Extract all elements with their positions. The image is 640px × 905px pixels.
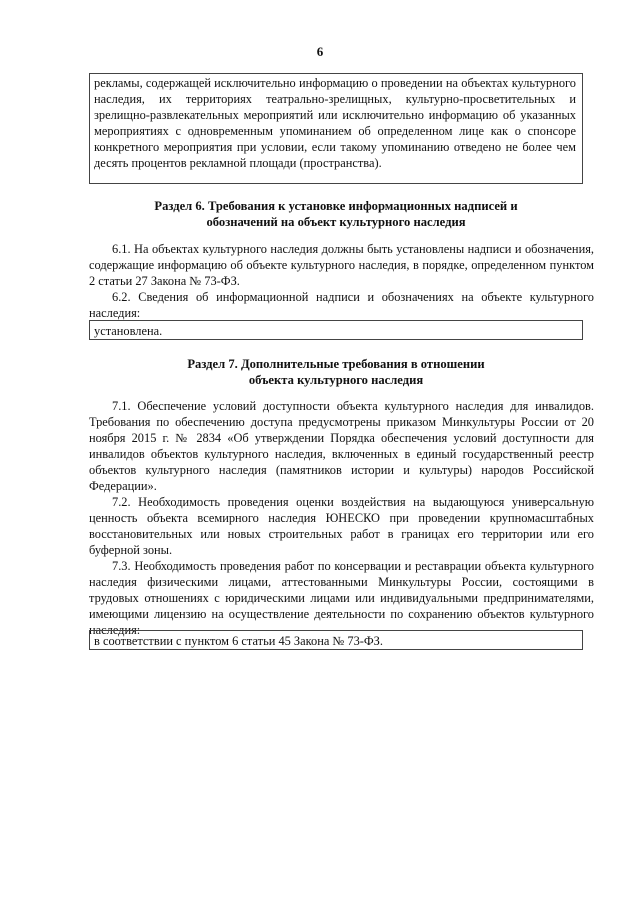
- advertising-text-box: [89, 73, 583, 184]
- paragraph-6-1: 6.1. На объектах культурного наследия должны быть установлены надписи и обозначения, содержащие информацию об объекте культурного наследия, в порядке, определенном пунктом 2 статьи 27 Закона № 73-ФЗ.: [89, 242, 594, 288]
- section-6-heading-line2: обозначений на объект культурного наследия: [206, 215, 466, 229]
- section-7-heading: [89, 356, 583, 388]
- paragraph-7-1: 7.1. Обеспечение условий доступности объекта культурного наследия для инвалидов. Требования по обеспечению доступа предусмотрены приказом Минкультуры России от 20 ноября 2015 г. № 2834 «Об утверждении Порядка обеспечения условий доступности для инвалидов объектов культурного наследия, включенных в единый государственный реестр объектов культурного наследия (памятников истории и культуры) народов Российской Федерации».: [89, 399, 594, 493]
- section-6-heading: [89, 198, 583, 230]
- section-6-body: [89, 241, 594, 321]
- paragraph-6-2: 6.2. Сведения об информационной надписи и обозначениях на объекте культурного наследия:: [89, 290, 594, 320]
- paragraph-7-2: 7.2. Необходимость проведения оценки воздействия на выдающуюся универсальную ценность объекта всемирного наследия ЮНЕСКО при проведении крупномасштабных восстановительных или новых строительных работ в границах его территории или его буферной зоны.: [89, 495, 594, 557]
- section-6-value: установлена.: [94, 324, 163, 338]
- section-6-heading-line1: Раздел 6. Требования к установке информационных надписей и: [154, 199, 518, 213]
- page-number: 6: [316, 44, 324, 59]
- section-7-value: в соответствии с пунктом 6 статьи 45 Закона № 73-ФЗ.: [94, 634, 383, 648]
- section-6-value-box: [89, 320, 583, 340]
- section-7-value-box: [89, 630, 583, 650]
- section-7-heading-line2: объекта культурного наследия: [248, 373, 424, 387]
- paragraph-7-3: 7.3. Необходимость проведения работ по консервации и реставрации объекта культурного наследия физическими лицами, аттестованными Минкультуры России, состоящими в трудовых отношениях с юридическими лицами или индивидуальными предпринимателями, имеющими лицензию на осуществление деятельности по сохранению объектов культурного наследия:: [89, 559, 594, 637]
- section-7-heading-line1: Раздел 7. Дополнительные требования в отношении: [187, 357, 485, 371]
- advertising-text: рекламы, содержащей исключительно информацию о проведении на объектах культурного наследия, их территориях театрально-зрелищных, культурно-просветительных и зрелищно-развлекательных мероприятий или исключительно информацию об указанных мероприятиях с одновременным упоминанием об определенном лице как о спонсоре конкретного мероприятия при условии, если такому упоминанию отведено не более чем десять процентов рекламной площади (пространства).: [94, 76, 576, 170]
- section-7-body: [89, 398, 594, 638]
